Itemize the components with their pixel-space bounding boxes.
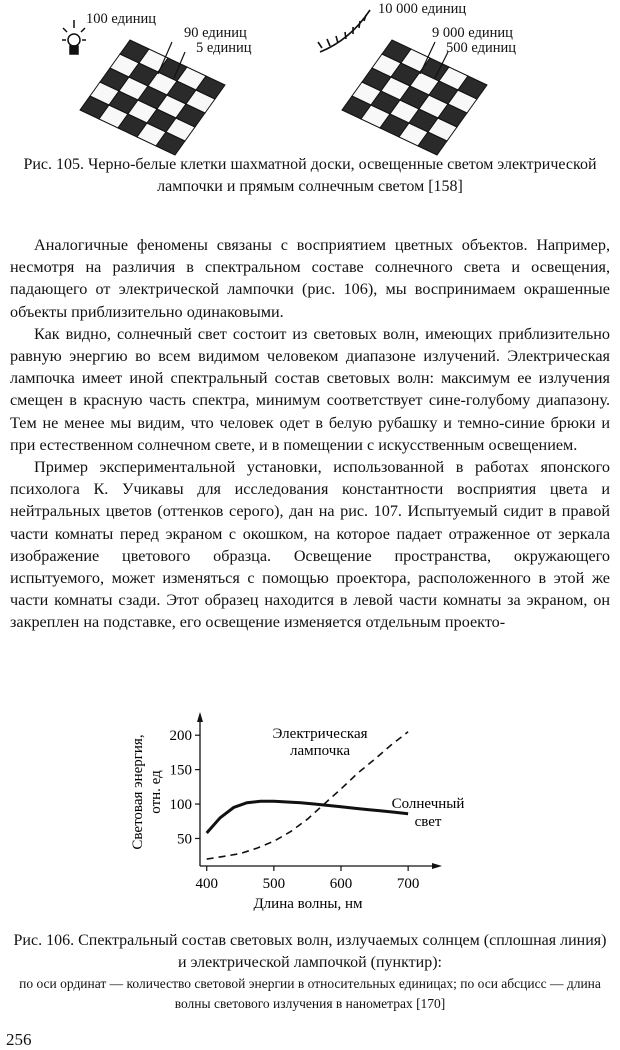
y-tick-label: 50	[177, 831, 192, 848]
series-label-sun-line1: Солнечный	[391, 796, 465, 812]
y-tick-label: 200	[169, 728, 192, 745]
series-label-sun-line2: свет	[414, 814, 442, 830]
series-line-sun	[207, 801, 408, 833]
x-axis-label: Длина волны, нм	[253, 896, 363, 912]
y-axis-label-line1: Световая энергия,	[130, 734, 146, 850]
sun-label-10000: 10 000 единиц	[378, 1, 467, 17]
lamp-label-5: 5 единиц	[196, 40, 252, 56]
sun-label-9000: 9 000 единиц	[432, 25, 513, 41]
figure-106-chart	[120, 710, 465, 925]
lamp-label-90: 90 единиц	[184, 25, 247, 41]
x-tick-label: 400	[195, 876, 218, 892]
paragraph-1: Аналогичные феномены связаны с восприятием цветных объектов. Например, несмотря на различия в спектральном составе солнечного света и освещения, падающего от электрической лампочки (рис. 106), мы воспринимаем окрашенные объекты приблизительно одинаковыми.	[10, 236, 610, 321]
series-label-lamp-line1: Электрическая	[272, 726, 368, 742]
figure-106-caption-sub: по оси ординат — количество световой энергии в относительных единицах; по оси абсцисс — длина волны светового излучения в нанометрах [170]	[19, 976, 601, 1011]
figure-106-caption	[10, 930, 610, 1014]
x-tick-label: 600	[329, 876, 353, 892]
figure-105-caption: Рис. 105. Черно-белые клетки шахматной доски, освещенные светом электрической лампочки и прямым солнечным светом [158]	[23, 156, 597, 195]
sun-icon	[318, 10, 370, 52]
lamp-icon	[62, 20, 86, 54]
lamp-label-100: 100 единиц	[86, 11, 157, 27]
x-tick-label: 500	[262, 876, 286, 892]
paragraph-2: Как видно, солнечный свет состоит из световых волн, имеющих приблизительно равную энергию во всем видимом человеком диапазоне излучений. Электрическая лампочка имеет иной спектральный состав световых волн: максимум ее излучения смещен в красную часть спектра, минимум соответствует сине-голубому диапазону. Тем не менее мы видим, что человек одет в белую рубашку и темно-синие брюки и при естественном солнечном свете, и в помещении с искусственным освещением.	[10, 324, 610, 454]
chessboard-lamp	[80, 40, 225, 155]
figure-106-caption-main: Рис. 106. Спектральный состав световых волн, излучаемых солнцем (сплошная линия) и электрической лампочкой (пунктир):	[13, 932, 607, 971]
series-label-lamp-line2: лампочка	[289, 743, 351, 759]
y-tick-label: 100	[169, 797, 192, 814]
x-axis-arrow	[432, 863, 442, 869]
y-tick-label: 150	[169, 762, 192, 779]
page-number: 256	[6, 1030, 32, 1049]
y-axis-label-line2: отн. ед	[148, 770, 164, 814]
body-text	[10, 234, 610, 634]
paragraph-3: Пример экспериментальной установки, использованной в работах японского психолога К. Учикавы для исследования константности восприятия цвета и нейтральных цветов (оттенков серого), дан на рис. 107. Испытуемый сидит в правой части комнаты перед экраном с окошком, на которое падает отраженное от зеркала изображение цветового образца. Освещение пространства, окружающего испытуемого, может изменяться с помощью проектора, расположенного в этой же части комнаты сзади. Этот образец находится в левой части комнаты за экраном, он закреплен на подставке, его освещение изменяется отдельным проекто-	[10, 458, 610, 632]
sun-label-500: 500 единиц	[446, 40, 517, 56]
y-axis-arrow	[197, 712, 203, 722]
x-tick-label: 700	[396, 876, 420, 892]
chessboard-sun	[342, 40, 487, 155]
